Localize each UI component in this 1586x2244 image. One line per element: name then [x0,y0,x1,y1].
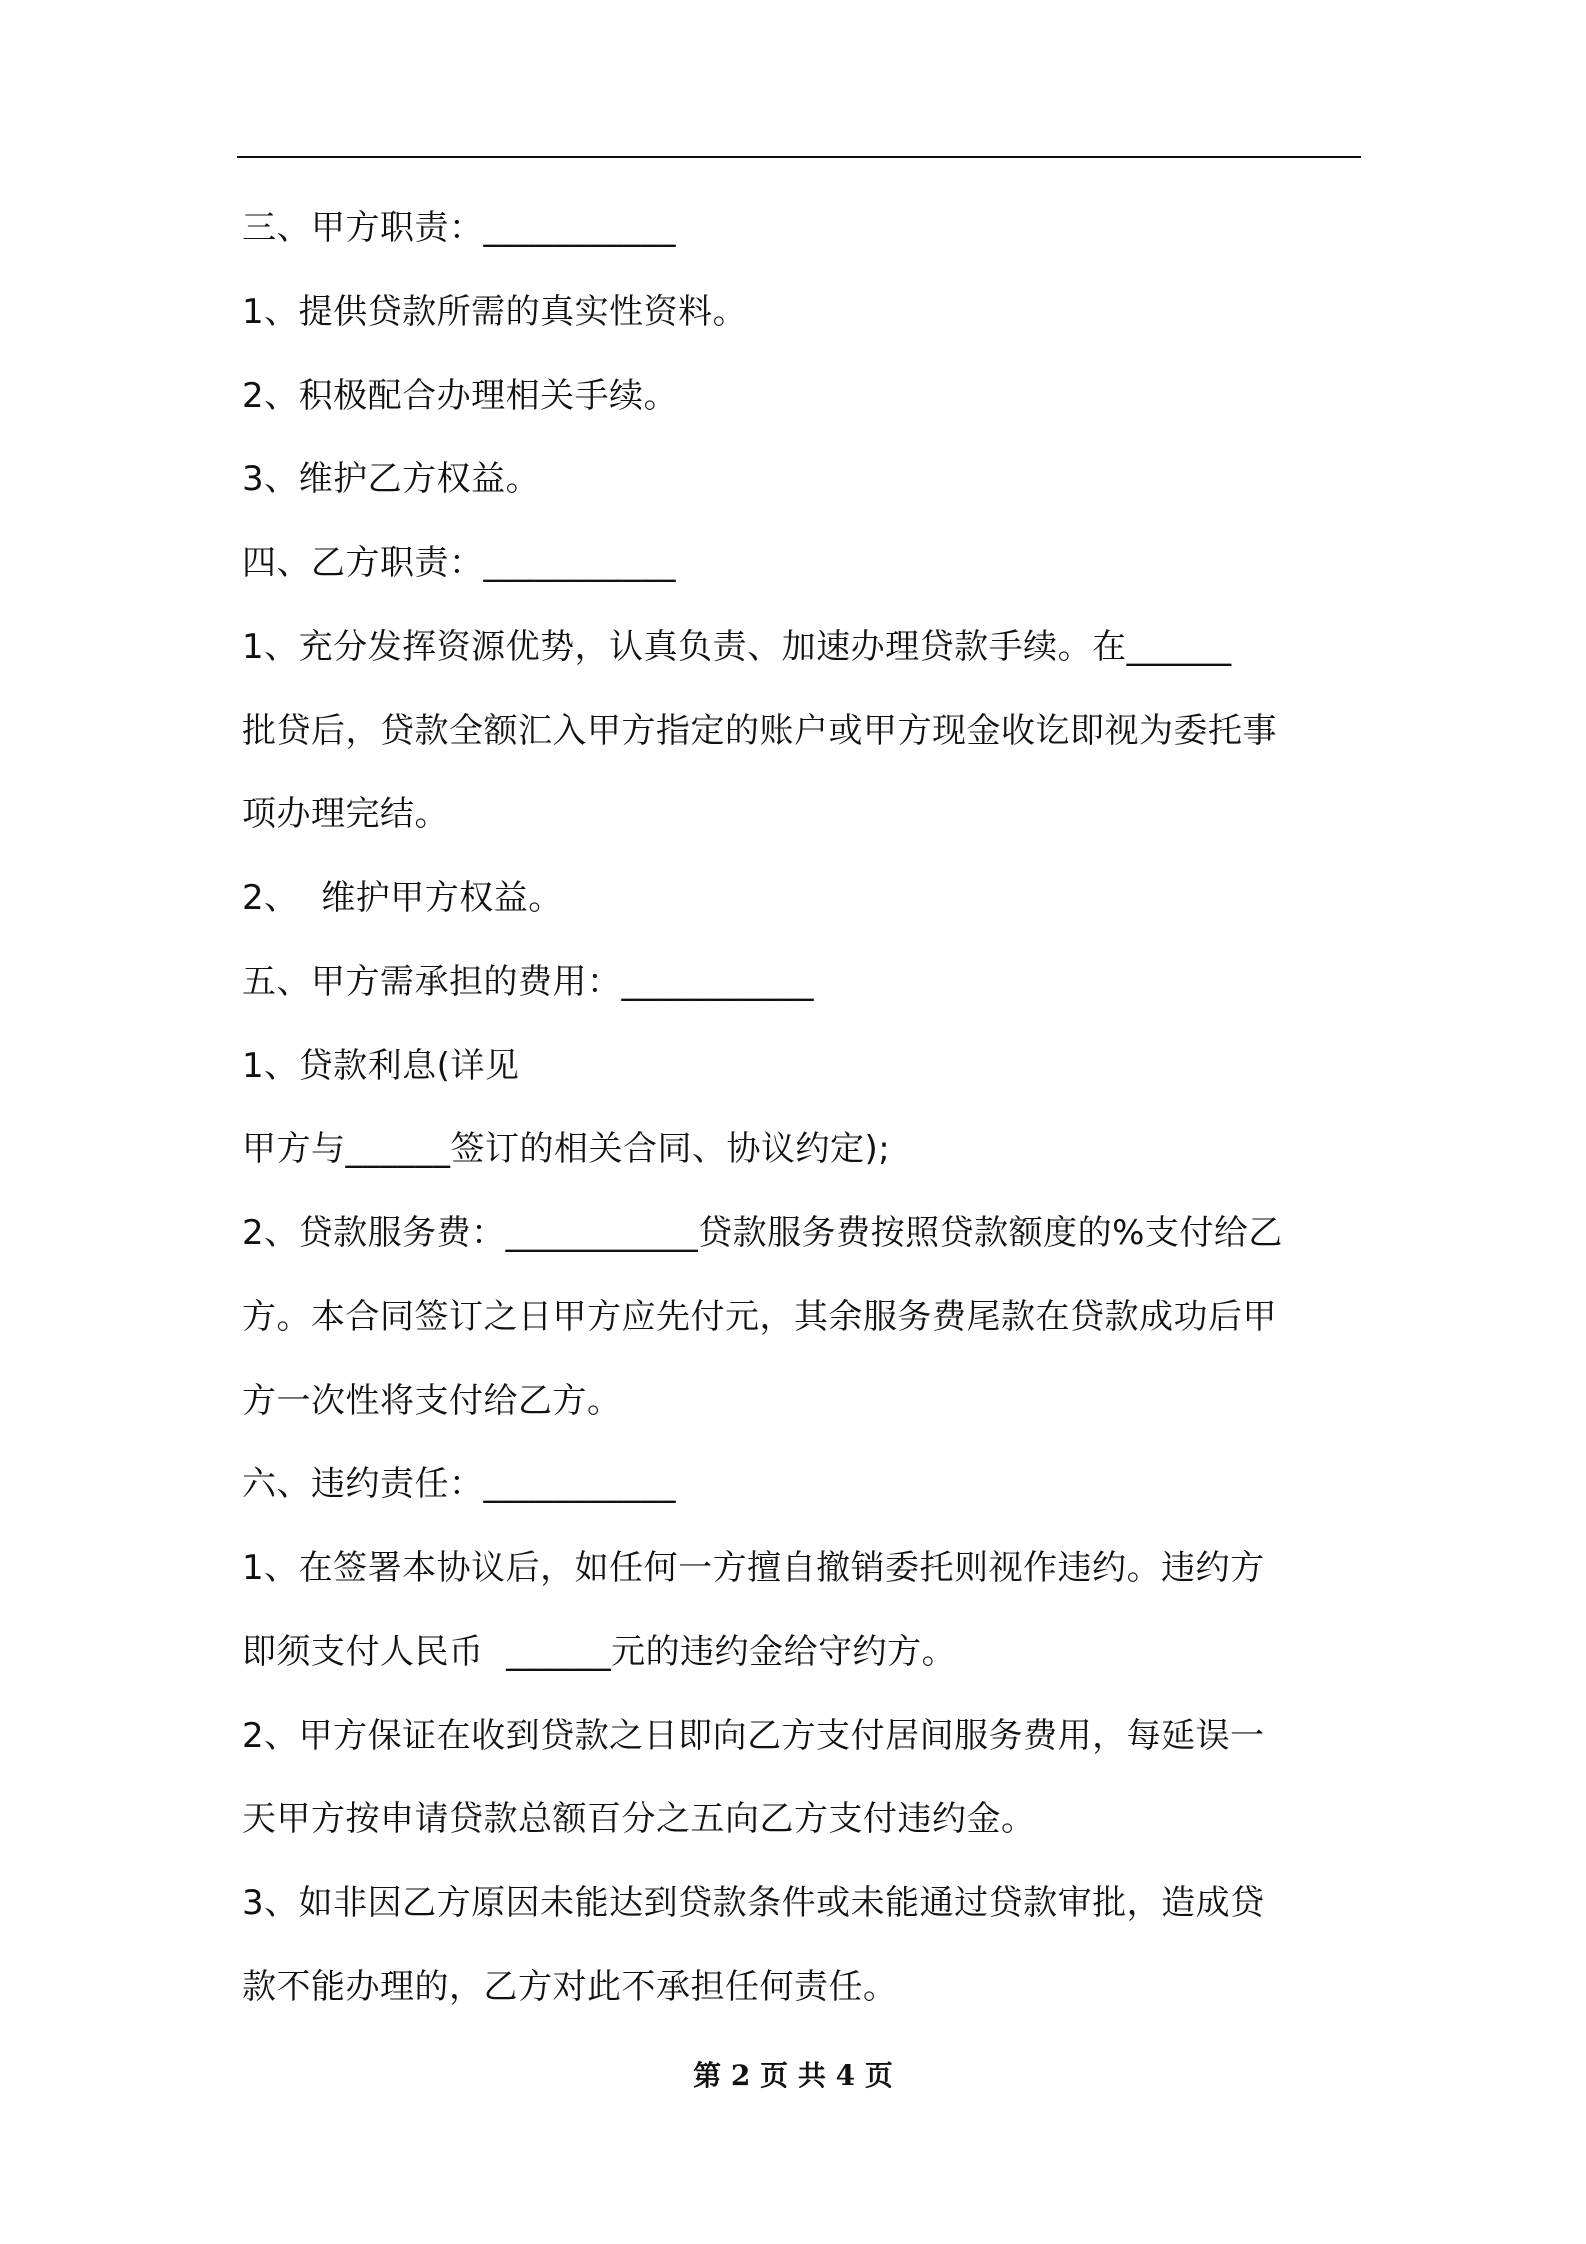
header-rule [237,156,1361,158]
page-number: 第 2 页 共 4 页 [693,2059,893,2092]
clause-line: 批贷后，贷款全额汇入甲方指定的账户或甲方现金收讫即视为委托事 [242,711,1277,751]
clause-line: 项办理完结。 [242,794,449,834]
clause-line: 1、在签署本协议后，如任何一方擅自撤销委托则视作违约。违约方 [242,1548,1265,1588]
clause-line: 2、积极配合办理相关手续。 [242,376,679,416]
clause-line: 1、充分发挥资源优势，认真负责、加速办理贷款手续。在______ [242,627,1232,667]
clause-line: 3、维护乙方权益。 [242,459,541,499]
clause-line: 2、贷款服务费：___________贷款服务费按照贷款额度的%支付给乙 [242,1213,1283,1253]
section-heading-party-b-duties: 四、乙方职责：___________ [242,543,676,583]
clause-line: 款不能办理的，乙方对此不承担任何责任。 [242,1967,898,2007]
clause-line: 方。本合同签订之日甲方应先付元，其余服务费尾款在贷款成功后甲 [242,1297,1277,1337]
section-heading-liability: 六、违约责任：___________ [242,1464,676,1504]
clause-line: 1、贷款利息(详见 [242,1046,520,1086]
clause-line: 甲方与______签订的相关合同、协议约定); [242,1129,891,1169]
clause-line: 即须支付人民币 ______元的违约金给守约方。 [242,1632,957,1672]
section-heading-party-a-duties: 三、甲方职责：___________ [242,208,676,248]
clause-line: 2、甲方保证在收到贷款之日即向乙方支付居间服务费用，每延误一 [242,1716,1265,1756]
clause-line: 1、提供贷款所需的真实性资料。 [242,292,748,332]
clause-line: 方一次性将支付给乙方。 [242,1381,622,1421]
clause-line: 天甲方按申请贷款总额百分之五向乙方支付违约金。 [242,1799,1036,1839]
clause-line: 3、如非因乙方原因未能达到贷款条件或未能通过贷款审批，造成贷 [242,1883,1265,1923]
clause-line: 2、 维护甲方权益。 [242,878,563,918]
section-heading-fees: 五、甲方需承担的费用：___________ [242,962,814,1002]
